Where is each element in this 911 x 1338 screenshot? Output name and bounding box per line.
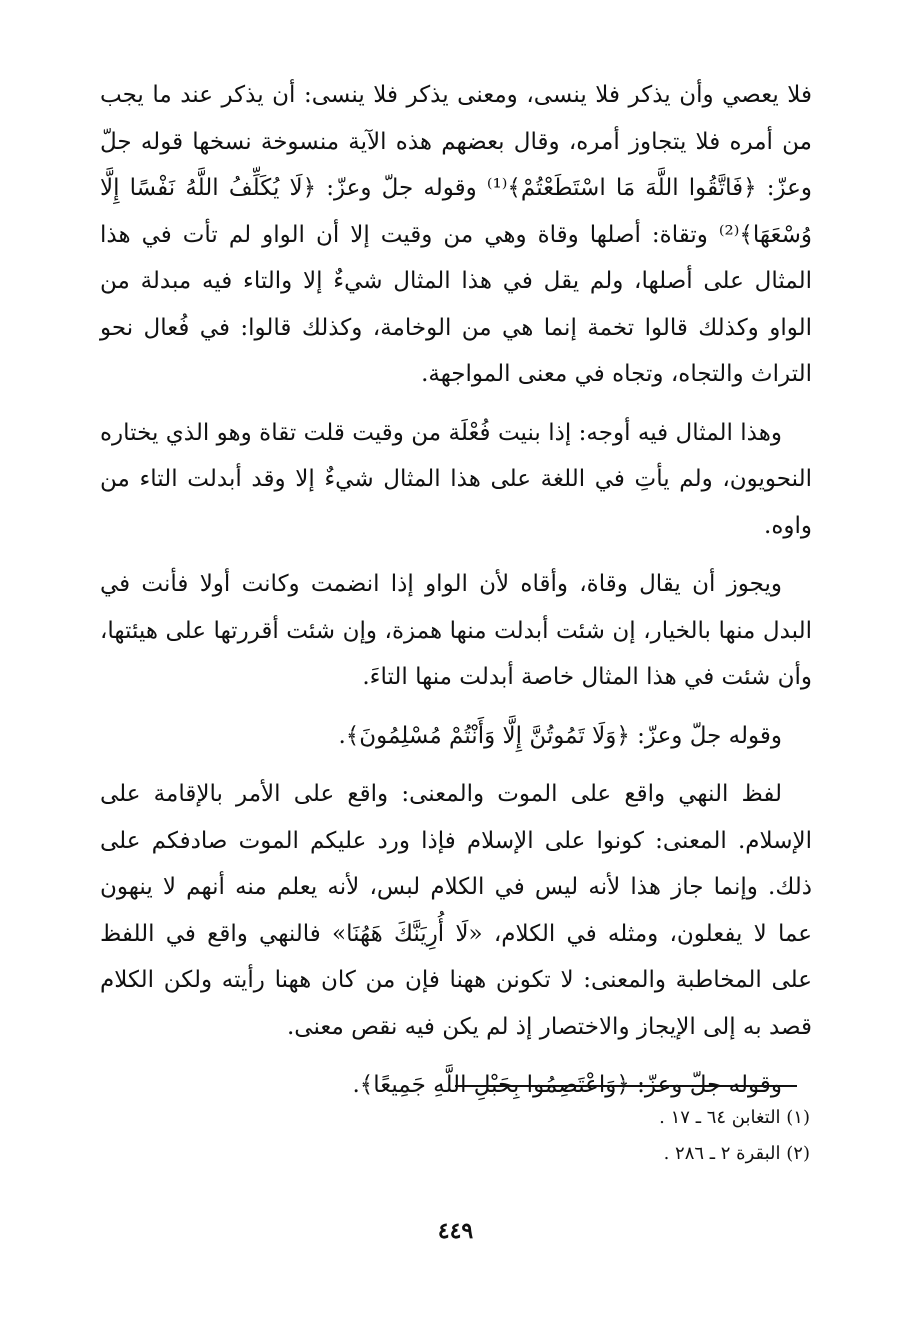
footnotes bbox=[455, 1100, 810, 1172]
footnote-divider bbox=[455, 1085, 797, 1087]
page-number: ٤٤٩ bbox=[437, 1218, 474, 1244]
paragraph: لفظ النهي واقع على الموت والمعنى: واقع على الأمر بالإقامة على الإسلام. المعنى: كونوا على الإسلام فإذا ورد عليكم الموت صادفكم على ذلك. وإنما جاز هذا لأنه ليس في الكلام لبس، لأنه يعلم منه أنهم لا ينهون عما لا يفعلون، ومثله في الكلام، «لَا أُرِيَنَّكَ هَهُنَا» فالنهي واقع في اللفظ على المخاطبة والمعنى: لا تكونن ههنا فإن من كان ههنا رأيته ولكن الكلام قصد به إلى الإيجاز والاختصار إذ لم يكن فيه نقص معنى. bbox=[100, 781, 812, 1040]
main-text bbox=[100, 72, 812, 1121]
paragraph: فلا يعصي وأن يذكر فلا ينسى، ومعنى يذكر فلا ينسى: أن يذكر عند ما يجب من أمره فلا يتجاوز أمره، وقال بعضهم هذه الآية منسوخة نسخها قوله جلّ وعزّ: ﴿فَاتَّقُوا اللَّهَ مَا اسْتَطَعْتُمْ﴾⁽¹⁾ وقوله جلّ وعزّ: ﴿لَا يُكَلِّفُ اللَّهُ نَفْسًا إِلَّا وُسْعَهَا﴾⁽²⁾ وتقاة: أصلها وقاة وهي من وقيت إلا أن الواو لم تأت في هذا المثال على أصلها، ولم يقل في هذا المثال شيءٌ إلا والتاء فيه مبدلة من الواو وكذلك قالوا تخمة إنما هي من الوخامة، وكذلك قالوا: في فُعال نحو التراث والتجاه، وتجاه في معنى المواجهة. bbox=[100, 82, 812, 387]
paragraph: وهذا المثال فيه أوجه: إذا بنيت فُعْلَة من وقيت قلت تقاة وهو الذي يختاره النحويون، ولم يأتِ في اللغة على هذا المثال شيءٌ إلا وقد أبدلت التاء من واوه. bbox=[100, 419, 812, 539]
paragraph: ويجوز أن يقال وقاة، وأقاه لأن الواو إذا انضمت وكانت أولا فأنت في البدل منها بالخيار، إن شئت أبدلت منها همزة، وإن شئت أقررتها على هيئتها، وأن شئت في هذا المثال خاصة أبدلت منها التاءَ. bbox=[100, 571, 812, 690]
quran-quote-paragraph: وقوله جلّ وعزّ: ﴿وَلَا تَمُوتُنَّ إِلَّا وَأَنْتُمْ مُسْلِمُونَ﴾. bbox=[338, 722, 782, 749]
footnote: (٢) البقرة ٢ ـ ٢٨٦ . bbox=[663, 1143, 810, 1164]
footnote: (١) التغابن ٦٤ ـ ١٧ . bbox=[659, 1107, 810, 1128]
quran-quote-paragraph: وقوله جلّ وعزّ: ﴿وَاعْتَصِمُوا بِحَبْلِ اللَّهِ جَمِيعًا﴾. bbox=[352, 1072, 782, 1098]
